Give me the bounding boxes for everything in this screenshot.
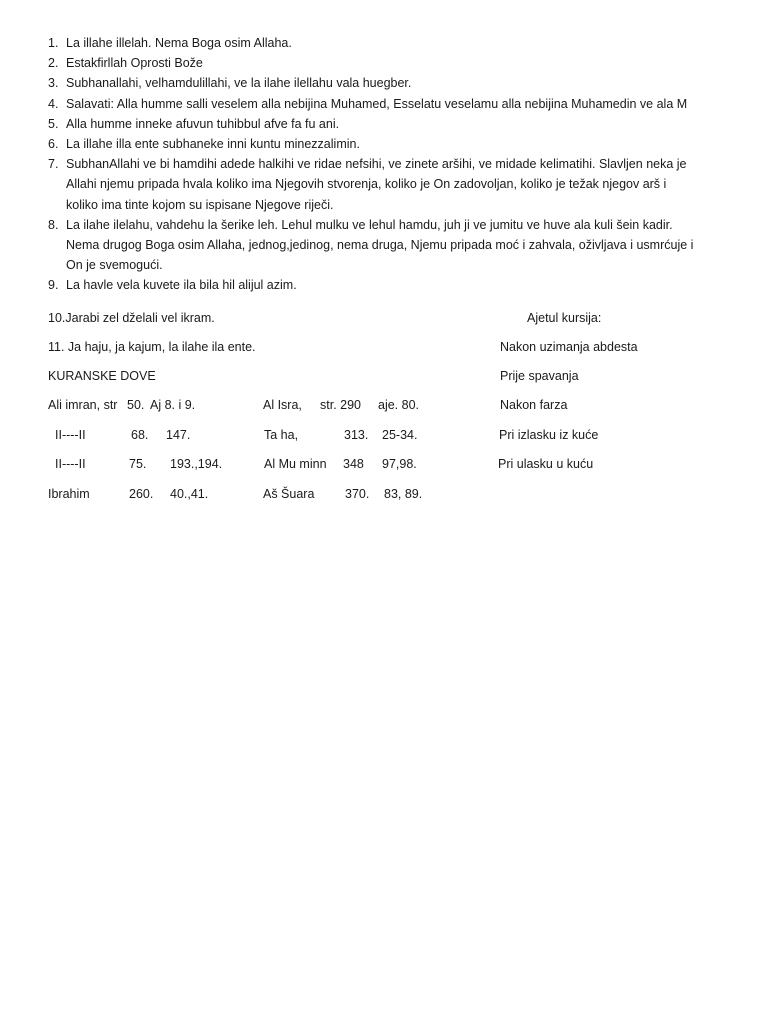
right-column-item: Nakon uzimanja abdesta bbox=[500, 340, 638, 354]
reference-name: Al Mu minn bbox=[264, 457, 327, 471]
item-number: 2. bbox=[48, 56, 59, 71]
list-item bbox=[48, 134, 748, 154]
prayer-list bbox=[48, 33, 748, 296]
item-text: Allahi njemu pripada hvala koliko ima Njegovih stvorenja, koliko je On zadovoljan, koliko je težak njegov arš i bbox=[66, 177, 667, 192]
item-number: 8. bbox=[48, 217, 59, 232]
section-title: KURANSKE DOVE bbox=[48, 369, 156, 383]
list-item bbox=[48, 73, 748, 93]
right-column-item: Prije spavanja bbox=[500, 369, 579, 383]
item-text: Salavati: Alla humme salli veselem alla nebijina Muhamed, Esselatu veselamu alla nebijina Muhamedin ve ala M bbox=[66, 96, 688, 111]
item-number: 1. bbox=[48, 36, 59, 50]
right-column-item: Nakon farza bbox=[500, 398, 568, 412]
reference-page: 370. bbox=[345, 487, 370, 501]
item-text: Nema drugog Boga osim Allaha, jednog,jedinog, nema druga, Njemu pripada moć i zahvala, oživljava i usmrćuje i bbox=[66, 238, 694, 253]
list-item bbox=[48, 114, 748, 134]
reference-page: 75. bbox=[129, 457, 147, 471]
item-text: La illahe illelah. Nema Boga osim Allaha. bbox=[66, 36, 292, 50]
reference-name: II----II bbox=[55, 428, 86, 442]
item-text: koliko ima tinte kojom su ispisane Njegove riječi. bbox=[66, 197, 334, 212]
item-text: La ilahe ilelahu, vahdehu la šerike leh. Lehul mulku ve lehul hamdu, juh ji ve jumitu ve huve ala kuli šein kadir. bbox=[66, 217, 673, 232]
item-text: Estakfirllah Oprosti Bože bbox=[66, 56, 203, 71]
right-column-item: Pri ulasku u kuću bbox=[498, 457, 594, 471]
right-column-title: Ajetul kursija: bbox=[527, 311, 602, 325]
item-number: 5. bbox=[48, 116, 59, 131]
item-text: Alla humme inneke afuvun tuhibbul afve fa fu ani. bbox=[66, 116, 340, 131]
right-column-item: Pri izlasku iz kuće bbox=[499, 428, 599, 442]
reference-name: Ali imran, str bbox=[48, 398, 118, 412]
item-number: 7. bbox=[48, 157, 59, 172]
item-10-text: 10.Jarabi zel dželali vel ikram. bbox=[48, 311, 215, 325]
list-item bbox=[48, 215, 748, 276]
item-text: La havle vela kuvete ila bila hil alijul azim. bbox=[66, 278, 297, 293]
item-number: 4. bbox=[48, 96, 59, 111]
reference-ayah: 40.,41. bbox=[170, 487, 209, 501]
list-item bbox=[48, 275, 748, 295]
reference-page: 313. bbox=[344, 428, 369, 442]
list-item bbox=[48, 94, 748, 114]
item-text: Subhanallahi, velhamdulillahi, ve la ilahe ilellahu vala huegber. bbox=[66, 76, 412, 91]
item-number: 9. bbox=[48, 278, 59, 293]
reference-ayah: 147. bbox=[166, 428, 191, 442]
reference-ayah: 97,98. bbox=[382, 457, 417, 471]
item-number: 6. bbox=[48, 137, 59, 152]
item-number: 3. bbox=[48, 76, 59, 91]
reference-page: 260. bbox=[129, 487, 154, 501]
reference-page: 348 bbox=[343, 457, 364, 471]
item-text: On je svemogući. bbox=[66, 258, 163, 273]
reference-name: II----II bbox=[55, 457, 86, 471]
list-item bbox=[48, 33, 748, 53]
item-11-text: 11. Ja haju, ja kajum, la ilahe ila ente. bbox=[48, 340, 256, 354]
reference-ayah: 25-34. bbox=[382, 428, 418, 442]
list-item bbox=[48, 154, 748, 215]
reference-ayah: aje. 80. bbox=[378, 398, 420, 412]
reference-name: Ta ha, bbox=[264, 428, 299, 442]
reference-page: 50. bbox=[127, 398, 145, 412]
reference-page: str. 290 bbox=[320, 398, 361, 412]
reference-ayah: 83, 89. bbox=[384, 487, 423, 501]
item-text: SubhanAllahi ve bi hamdihi adede halkihi ve ridae nefsihi, ve zinete aršihi, ve midade kelimatihi. Slavljen neka je bbox=[66, 157, 687, 172]
reference-ayah: Aj 8. i 9. bbox=[150, 398, 196, 412]
item-text: La illahe illa ente subhaneke inni kuntu minezzalimin. bbox=[66, 137, 360, 152]
reference-page: 68. bbox=[131, 428, 149, 442]
list-item bbox=[48, 53, 748, 73]
reference-name: Ibrahim bbox=[48, 487, 90, 501]
reference-name: Aš Šuara bbox=[263, 487, 315, 501]
reference-name: Al Isra, bbox=[263, 398, 302, 412]
reference-ayah: 193.,194. bbox=[170, 457, 223, 471]
